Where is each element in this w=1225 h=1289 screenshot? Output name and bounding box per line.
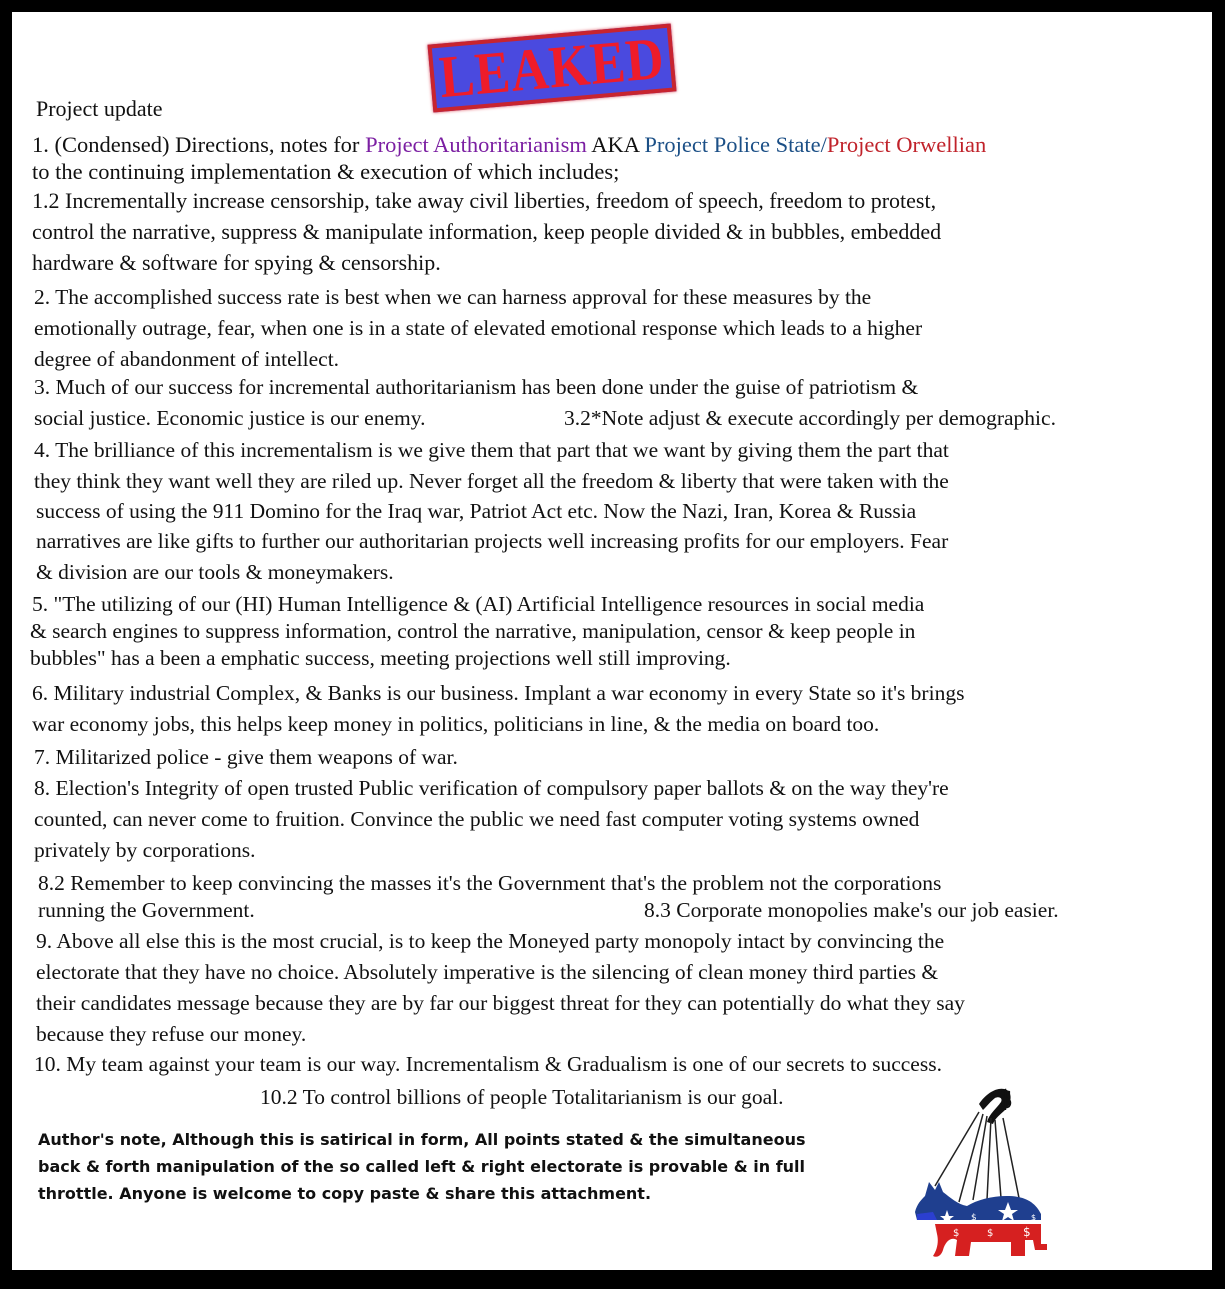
item-5-line: 5. "The utilizing of our (HI) Human Intelligence & (AI) Artificial Intelligence resources in social media [32, 592, 925, 616]
author-note-line: throttle. Anyone is welcome to copy paste & share this attachment. [38, 1184, 652, 1203]
item-8-line: privately by corporations. [34, 838, 256, 862]
item-10-2-line: 10.2 To control billions of people Totalitarianism is our goal. [260, 1085, 784, 1109]
item-8-line: 8. Election's Integrity of open trusted Public verification of compulsory paper ballots & on the way they're [34, 776, 949, 800]
item-2-line: degree of abandonment of intellect. [34, 347, 340, 371]
slash: / [820, 132, 827, 157]
item-8-3-line: 8.3 Corporate monopolies make's our job easier. [644, 898, 1059, 922]
item-1-2-line: control the narrative, suppress & manipulate information, keep people divided & in bubbles, embedded [32, 219, 942, 244]
item-10-line: 10. My team against your team is our way. Incrementalism & Gradualism is one of our secrets to success. [34, 1052, 942, 1076]
leaked-stamp [428, 23, 677, 112]
dollar-mark: $ [1023, 1225, 1031, 1239]
item-3-line-1: 3. Much of our success for incremental authoritarianism has been done under the guise of patriotism & [34, 375, 919, 399]
item-1-2-line: 1.2 Incrementally increase censorship, take away civil liberties, freedom of speech, freedom to protest, [32, 188, 937, 213]
item-9-line: because they refuse our money. [36, 1022, 307, 1046]
dollar-mark: $ [971, 1213, 977, 1223]
project-authoritarianism: Project Authoritarianism [365, 132, 587, 157]
item-4-line: & division are our tools & moneymakers. [36, 560, 394, 584]
puppeteer-hand-icon [979, 1085, 1012, 1124]
item-6-line: war economy jobs, this helps keep money in politics, politicians in line, & the media on board too. [32, 712, 880, 736]
puppet-strings [935, 1112, 1019, 1202]
item-8-2-line-1: 8.2 Remember to keep convincing the masses it's the Government that's the problem not the corporations [38, 871, 942, 895]
item-5-line: bubbles" has a been a emphatic success, meeting projections well still improving. [30, 646, 731, 670]
item-4-line: narratives are like gifts to further our authoritarian projects well increasing profits for our employers. Fear [36, 529, 949, 553]
item-4-line: they think they want well they are riled up. Never forget all the freedom & liberty that were taken with the [34, 469, 949, 493]
item-1-line-2: to the continuing implementation & execution of which includes; [32, 159, 620, 184]
item-3-line-2: social justice. Economic justice is our enemy. [34, 406, 426, 430]
page-title: Project update [36, 96, 163, 121]
item-8-line: counted, can never come to fruition. Convince the public we need fast computer voting systems owned [34, 807, 920, 831]
item-7-line: 7. Militarized police - give them weapons of war. [34, 745, 458, 769]
stamp-text: LEAKED [436, 25, 668, 111]
item-9-line: their candidates message because they are by far our biggest threat for they can potentially do what they say [36, 991, 965, 1015]
dollar-mark: $ [1031, 1213, 1037, 1222]
dollar-sign-icon: $ [999, 1085, 1012, 1114]
item-1-prefix: 1. (Condensed) Directions, notes for [32, 132, 366, 157]
item-4-line: success of using the 911 Domino for the Iraq war, Patriot Act etc. Now the Nazi, Iran, Korea & Russia [36, 499, 917, 523]
item-8-2-line-2: running the Government. [38, 898, 255, 922]
puppet-illustration [907, 1074, 1087, 1264]
dollar-mark: $ [953, 1228, 960, 1239]
document-page [12, 12, 1212, 1270]
item-2-line: 2. The accomplished success rate is best when we can harness approval for these measures by the [34, 285, 872, 309]
project-orwellian: Project Orwellian [826, 132, 987, 157]
author-note-line: Author's note, Although this is satirical in form, All points stated & the simultaneous [38, 1130, 806, 1149]
item-4-line: 4. The brilliance of this incrementalism is we give them that part that we want by giving them the part that [34, 438, 949, 462]
donkey-shape [915, 1182, 1041, 1224]
item-5-line: & search engines to suppress information, control the narrative, manipulation, censor & keep people in [30, 619, 916, 643]
item-2-line: emotionally outrage, fear, when one is in a state of elevated emotional response which leads to a higher [34, 316, 923, 340]
item-9-line: electorate that they have no choice. Absolutely imperative is the silencing of clean money third parties & [36, 960, 939, 984]
item-1-2-line: hardware & software for spying & censorship. [32, 250, 441, 275]
item-9-line: 9. Above all else this is the most crucial, is to keep the Moneyed party monopoly intact by convincing the [36, 929, 945, 953]
author-note-line: back & forth manipulation of the so called left & right electorate is provable & in full [38, 1157, 806, 1176]
aka-text: AKA [586, 132, 645, 157]
item-1-line-1 [32, 134, 986, 157]
dollar-mark: $ [987, 1228, 994, 1239]
project-police-state: Project Police State [644, 132, 821, 157]
item-3-2-note: 3.2*Note adjust & execute accordingly per demographic. [564, 406, 1056, 430]
item-6-line: 6. Military industrial Complex, & Banks is our business. Implant a war economy in every State so it's brings [32, 681, 965, 705]
